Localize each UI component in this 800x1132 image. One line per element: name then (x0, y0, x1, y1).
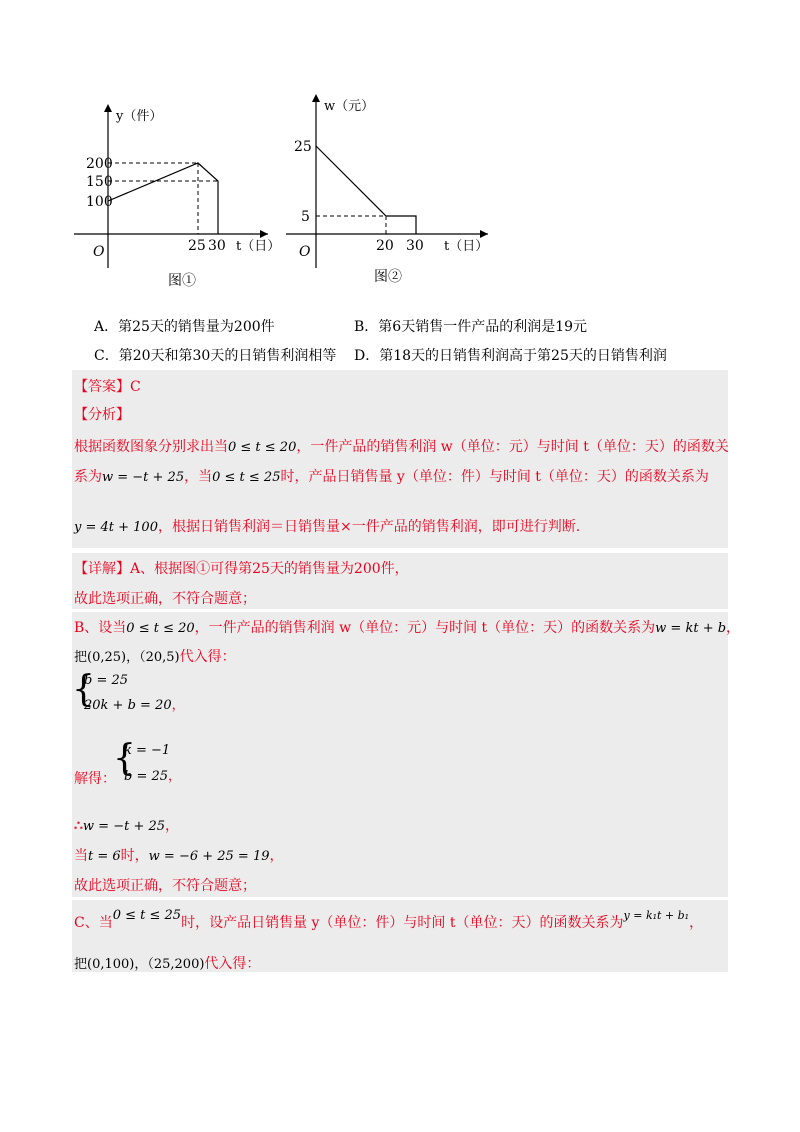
fig2-ytick-5: 5 (301, 209, 310, 225)
equation: b = 25 (124, 769, 169, 784)
answer-value: C (130, 379, 141, 395)
analysis-line-1 (74, 436, 729, 456)
math-inequality: 0 ≤ t ≤ 25 (112, 908, 182, 923)
detail-text: 代入得： (179, 649, 236, 665)
graph-2 (286, 94, 488, 268)
detail-text: C、当 (74, 915, 113, 931)
fig1-ytick-150: 150 (86, 174, 113, 190)
detail-line-b2 (74, 646, 236, 666)
fig1-x-label: t（日） (236, 239, 281, 254)
analysis-line-2 (74, 466, 709, 486)
detail-line-a1 (74, 558, 409, 578)
fig1-ytick-100: 100 (86, 194, 113, 210)
detail-line-b3 (74, 815, 179, 835)
detail-line-b5: 故此选项正确，不符合题意； (74, 878, 256, 894)
analysis-text: ，当 (184, 469, 213, 485)
math-y-k1t-b1: y = k₁t + b₁ (623, 909, 690, 922)
math-w-value: w = −6 + 25 = 19 (148, 849, 270, 864)
answer-line (74, 376, 141, 396)
fig1-xtick-30: 30 (208, 238, 226, 254)
comma: ， (165, 818, 180, 834)
comma: ， (269, 848, 284, 864)
detail-line-a2: 故此选项正确，不符合题意； (74, 591, 256, 607)
analysis-line-3 (74, 516, 580, 536)
fig1-ytick-200: 200 (86, 156, 113, 172)
fig2-caption: 图② (374, 269, 402, 285)
comma: ， (689, 915, 704, 931)
analysis-text: 系为 (74, 469, 102, 485)
analysis-text: 根据函数图象分别求出当 (74, 439, 228, 455)
fig2-y-label: w（元） (324, 99, 375, 114)
analysis-text: ，一件产品的销售利润 w（单位：元）与时间 t（单位：天）的函数关 (296, 439, 729, 455)
system-1-brace: { (72, 669, 95, 710)
detail-text: 时， (120, 848, 149, 864)
fig2-xtick-30: 30 (406, 238, 424, 254)
math-y-equation: y = 4t + 100 (74, 520, 158, 535)
detail-text: 当 (74, 848, 88, 864)
answer-tag: 【答案】 (74, 379, 130, 395)
system-2 (124, 743, 181, 784)
system-1-line-2 (84, 694, 185, 713)
comma: ， (168, 769, 182, 784)
system-1-line-1: b = 25 (84, 673, 129, 688)
fig2-xtick-20: 20 (376, 238, 394, 254)
option-a: A．第25天的销售量为200件 (94, 319, 275, 335)
therefore-symbol: ∴ (74, 818, 83, 834)
fig2-ytick-25: 25 (294, 139, 312, 155)
fig1-xtick-25: 25 (188, 238, 206, 254)
math-points: 把(0,100)，（25,200) (74, 957, 205, 972)
detail-text: B、设当 (74, 620, 127, 636)
detail-text: 代入得： (204, 956, 261, 972)
math-w-equation: w = −t + 25 (102, 470, 185, 485)
detail-tag: 【详解】 (74, 561, 130, 577)
math-points: 把(0,25)，（20,5) (74, 650, 180, 665)
option-c: C．第20天和第30天的日销售利润相等 (94, 348, 337, 364)
math-t-value: t = 6 (88, 849, 121, 864)
detail-line-b4 (74, 845, 284, 865)
math-inequality: 0 ≤ t ≤ 20 (228, 440, 297, 455)
comma: ， (171, 698, 185, 713)
fig1-caption: 图① (168, 273, 196, 289)
detail-line-c1 (74, 908, 704, 932)
analysis-text: 时，产品日销售量 y（单位：件）与时间 t（单位：天）的函数关系为 (280, 469, 709, 485)
math-w-kt-b: w = kt + b (655, 621, 727, 636)
detail-line-b1 (74, 617, 740, 637)
system-1 (84, 673, 185, 713)
detail-text: 时，设产品日销售量 y（单位：件）与时间 t（单位：天）的函数关系为 (181, 915, 624, 931)
math-w-equation: w = −t + 25 (82, 819, 166, 834)
detail-text: ， (726, 620, 741, 636)
equation: 20k + b = 20 (84, 698, 172, 713)
detail-text: A、根据图①可得第25天的销售量为200件， (130, 561, 409, 577)
system-2-line-1: k = −1 (124, 743, 171, 758)
detail-text: ，一件产品的销售利润 w（单位：元）与时间 t（单位：天）的函数关系为 (194, 620, 656, 636)
solve-label: 解得： (74, 771, 116, 787)
graph-1 (74, 104, 280, 268)
fig1-y-label: y（件） (116, 109, 163, 124)
math-inequality: 0 ≤ t ≤ 25 (212, 470, 281, 485)
detail-line-c2 (74, 953, 260, 973)
system-2-brace: { (113, 738, 136, 779)
function-graphs (0, 0, 800, 300)
fig1-origin: O (93, 244, 105, 260)
fig2-x-label: t（日） (444, 239, 489, 254)
analysis-text: ，根据日销售利润＝日销售量×一件产品的销售利润，即可进行判断. (157, 519, 581, 535)
analysis-tag: 【分析】 (74, 407, 130, 423)
fig2-origin: O (299, 244, 311, 260)
system-2-line-2 (124, 765, 181, 784)
option-b: B．第6天销售一件产品的利润是19元 (354, 319, 588, 335)
math-inequality: 0 ≤ t ≤ 20 (126, 621, 195, 636)
option-d: D．第18天的日销售利润高于第25天的日销售利润 (354, 348, 667, 364)
